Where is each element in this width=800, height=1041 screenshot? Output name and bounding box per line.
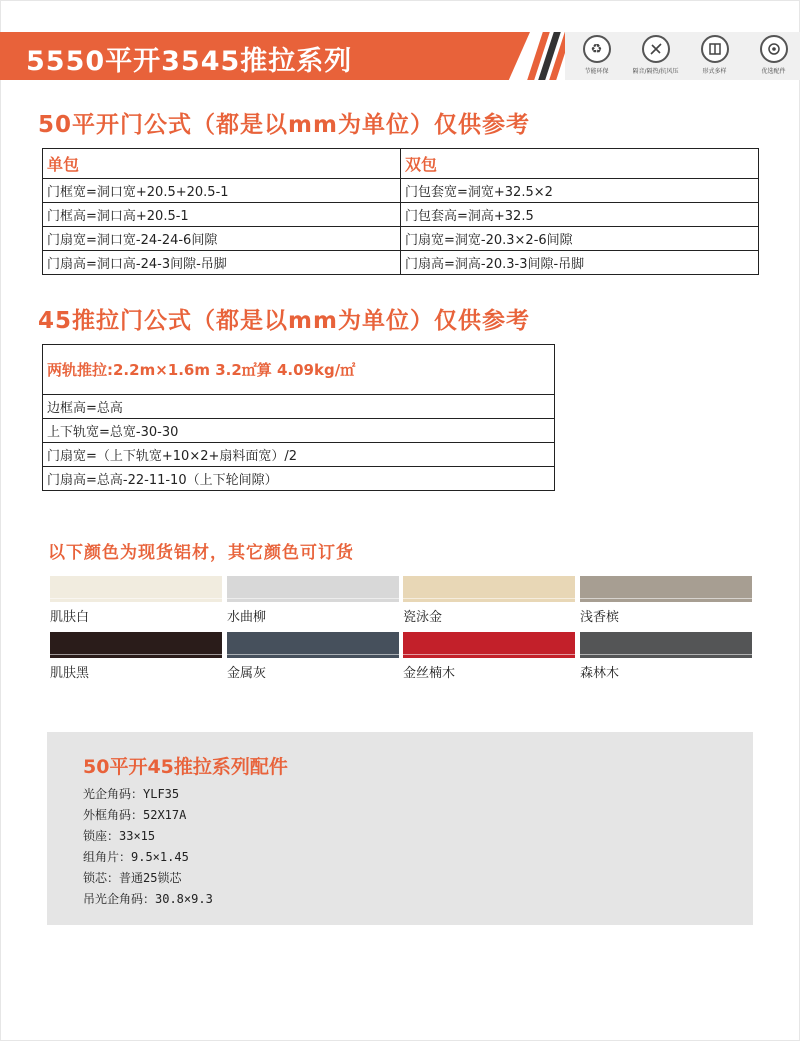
table-cell: 门框高=洞口高+20.5-1 bbox=[43, 203, 401, 227]
color-name: 肌肤黑 bbox=[50, 666, 90, 681]
table-row bbox=[43, 251, 759, 275]
color-name: 金属灰 bbox=[227, 666, 267, 681]
color-name: 浅香槟 bbox=[580, 610, 620, 625]
table-cell: 门扇高=总高-22-11-10（上下轮间隙） bbox=[43, 467, 555, 491]
list-item: 锁芯：普通25锁芯 bbox=[83, 871, 182, 885]
color-swatch-item bbox=[227, 576, 399, 625]
color-name: 森林木 bbox=[580, 666, 620, 681]
accessories-list bbox=[83, 784, 213, 910]
sliding-door-title: 45推拉门公式（都是以mm为单位）仅供参考 bbox=[38, 308, 530, 334]
table-row bbox=[43, 395, 555, 419]
color-swatch-item bbox=[403, 632, 575, 681]
table-row bbox=[43, 179, 759, 203]
hardware-icon bbox=[760, 35, 788, 63]
sliding-header: 两轨推拉:2.2m×1.6m 3.2㎡算 4.09kg/㎡ bbox=[43, 345, 555, 395]
table-cell: 门扇高=洞高-20.3-3间隙-吊脚 bbox=[401, 251, 759, 275]
table-header-row bbox=[43, 345, 555, 395]
col-single: 单包 bbox=[43, 149, 401, 179]
table-cell: 门包套宽=洞宽+32.5×2 bbox=[401, 179, 759, 203]
sliding-door-table bbox=[42, 344, 555, 491]
table-cell: 门包套高=洞高+32.5 bbox=[401, 203, 759, 227]
col-double: 双包 bbox=[401, 149, 759, 179]
badge-hardware bbox=[750, 35, 797, 75]
list-item: 吊光企角码：30.8×9.3 bbox=[83, 892, 213, 906]
color-swatch bbox=[227, 576, 399, 602]
color-swatch bbox=[403, 576, 575, 602]
table-cell: 门框宽=洞口宽+20.5+20.5-1 bbox=[43, 179, 401, 203]
color-swatch-item bbox=[227, 632, 399, 681]
badge-eco bbox=[573, 35, 620, 75]
color-swatch-item bbox=[50, 632, 222, 681]
table-row bbox=[43, 227, 759, 251]
color-name: 金丝楠木 bbox=[403, 666, 456, 681]
table-cell: 门扇宽=（上下轨宽+10×2+扇料面宽）/2 bbox=[43, 443, 555, 467]
list-item: 锁座：33×15 bbox=[83, 829, 156, 843]
recycle-icon: ♻ bbox=[583, 35, 611, 63]
badge-label: 形式多样 bbox=[702, 68, 727, 75]
swing-door-title: 50平开门公式（都是以mm为单位）仅供参考 bbox=[38, 112, 530, 138]
page-title: 5550平开3545推拉系列 bbox=[26, 46, 353, 77]
table-cell: 门扇宽=洞宽-20.3×2-6间隙 bbox=[401, 227, 759, 251]
accessories-panel bbox=[47, 732, 753, 925]
window-style-icon bbox=[701, 35, 729, 63]
list-item: 外框角码：52X17A bbox=[83, 808, 187, 822]
color-name: 水曲柳 bbox=[227, 610, 267, 625]
badge-style bbox=[691, 35, 738, 75]
color-name: 瓷泳金 bbox=[403, 610, 443, 625]
table-cell: 上下轨宽=总宽-30-30 bbox=[43, 419, 555, 443]
colors-title: 以下颜色为现货铝材，其它颜色可订货 bbox=[48, 543, 354, 563]
color-swatch bbox=[50, 576, 222, 602]
header-banner bbox=[0, 32, 800, 80]
color-swatch bbox=[50, 632, 222, 658]
sound-shield-icon bbox=[642, 35, 670, 63]
table-row bbox=[43, 419, 555, 443]
table-cell: 门扇高=洞口高-24-3间隙-吊脚 bbox=[43, 251, 401, 275]
color-swatch bbox=[580, 632, 752, 658]
table-cell: 边框高=总高 bbox=[43, 395, 555, 419]
badge-label: 优选配件 bbox=[761, 68, 786, 75]
table-row bbox=[43, 203, 759, 227]
table-row bbox=[43, 443, 555, 467]
table-header-row bbox=[43, 149, 759, 179]
color-swatch bbox=[227, 632, 399, 658]
swing-door-table bbox=[42, 148, 759, 275]
accessories-title: 50平开45推拉系列配件 bbox=[83, 756, 288, 778]
color-swatch-item bbox=[50, 576, 222, 625]
badge-sound bbox=[632, 35, 679, 75]
list-item: 组角片：9.5×1.45 bbox=[83, 850, 189, 864]
color-swatch bbox=[580, 576, 752, 602]
badge-label: 隔音/隔热/抗风压 bbox=[632, 68, 679, 75]
table-row bbox=[43, 467, 555, 491]
badge-label: 节能环保 bbox=[584, 68, 609, 75]
feature-badges bbox=[573, 35, 797, 75]
table-cell: 门扇宽=洞口宽-24-24-6间隙 bbox=[43, 227, 401, 251]
list-item: 光企角码：YLF35 bbox=[83, 787, 180, 801]
color-swatch-item bbox=[580, 576, 752, 625]
color-swatch-item bbox=[580, 632, 752, 681]
color-swatch-item bbox=[403, 576, 575, 625]
color-swatch bbox=[403, 632, 575, 658]
color-name: 肌肤白 bbox=[50, 610, 90, 625]
